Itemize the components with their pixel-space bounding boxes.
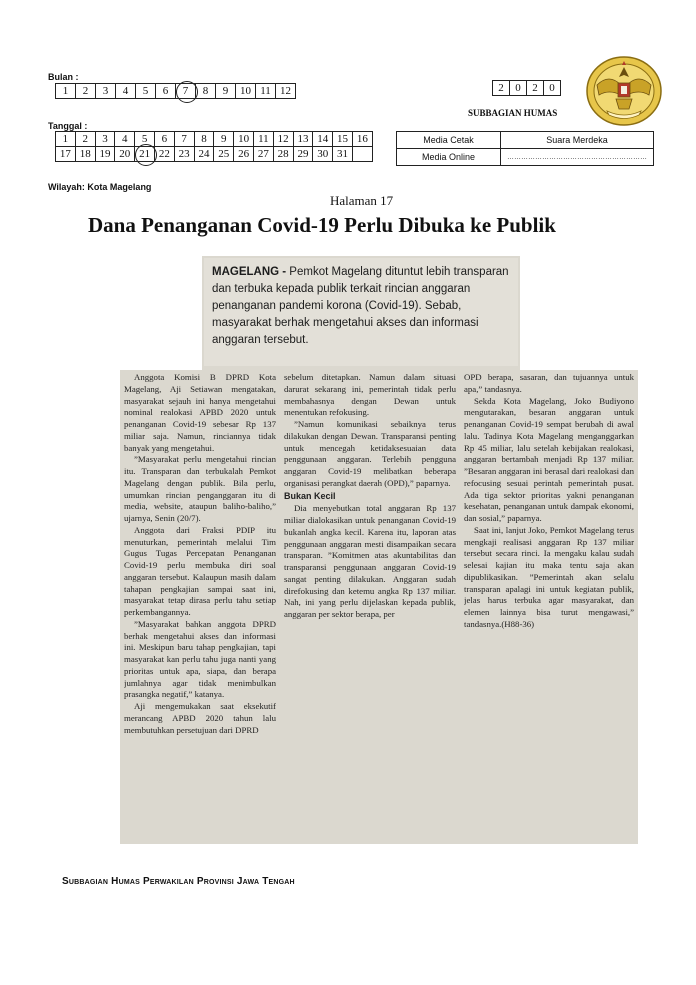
bulan-label: Bulan : <box>48 72 79 82</box>
grid-cell: 12 <box>273 132 293 147</box>
grid-cell: 24 <box>194 147 214 162</box>
selected-cell: 7 <box>176 84 196 99</box>
paragraph: sebelum ditetapkan. Namun dalam situasi darurat sekarang ini, pemerintah tidak perlu membahasnya dengan Dewan untuk menentukan refokusing. <box>284 372 456 418</box>
article-column-3 <box>464 372 634 772</box>
grid-cell: 16 <box>352 132 372 147</box>
article-column-2 <box>284 372 456 832</box>
paragraph: Anggota Komisi B DPRD Kota Magelang, Aji Setiawan mengatakan, masyarakat sejauh ini hanya mengetahui nominal realokasi APBD 2020 untuk penanganan Covid-19 sebesar Rp 137 miliar saja. Namun, rinciannya tidak banyak yang mengetahui. <box>124 372 276 453</box>
grid-cell: 29 <box>293 147 313 162</box>
grid-cell: 7 <box>174 132 194 147</box>
grid-cell: 0 <box>510 81 527 96</box>
grid-cell: 4 <box>115 132 135 147</box>
lead-text: Pemkot Magelang dituntut lebih transparan dan terbuka kepada publik terkait rincian anggaran penanganan pandemi korona (Covid-19). Sebab, masyarakat berhak mengetahui akses dan informasi anggaran tersebut. <box>212 266 509 346</box>
media-online-label: Media Online <box>397 149 501 166</box>
media-row-cetak <box>397 132 654 149</box>
paragraph: Saat ini, lanjut Joko, Pemkot Magelang terus mengkaji realisasi anggaran Rp 137 miliar tersebut secara rinci. Ia mengaku kalau sudah selesai kajian itu maka tentu saja akan dipublikasikan. ”Pemerintah akan selalu transparan apalagi ini untuk kegiatan publik, jelas harus terbuka agar masyarakat, dan elemen lainnya bisa turut mengawasi,” tandasnya.(H88-36) <box>464 524 634 629</box>
grid-cell: 22 <box>154 147 174 162</box>
paragraph: ”Namun komunikasi sebaiknya terus dilakukan dengan Dewan. Transparansi penting untuk mencegah ketidaksesuaian data penggunaan anggaran. Terlebih pengguna anggaran Covid-19 melibatkan beberapa organisasi perangkat daerah (OPD),” paparnya. <box>284 419 456 488</box>
grid-cell: 11 <box>253 132 273 147</box>
grid-cell: 12 <box>276 84 296 99</box>
year-grid <box>492 80 561 96</box>
grid-cell: 19 <box>95 147 115 162</box>
grid-cell: 18 <box>75 147 95 162</box>
date-grid <box>55 131 373 162</box>
media-cetak-label: Media Cetak <box>397 132 501 149</box>
page-number: Halaman 17 <box>330 193 394 208</box>
lead-city: MAGELANG - <box>212 266 287 278</box>
grid-cell: 3 <box>96 84 116 99</box>
grid-cell: 14 <box>313 132 333 147</box>
grid-cell: 11 <box>256 84 276 99</box>
paragraph: Dia menyebutkan total anggaran Rp 137 miliar dialokasikan untuk penanganan Covid-19 bukanlah angka kecil. Karena itu, laporan atas penggunaan anggaran mesti disampaikan secara transparan. ”Komitmen atas akuntabilitas dan transparansi penggunaan anggaran Covid-19 sangat penting dilakukan. Anggaran sudah direfokusing dan ketemu angka Rp 137 miliar. Nah, ini yang perlu dijelaskan kepada publik, anggaran per sektor berapa, per <box>284 503 456 619</box>
org-name: SUBBAGIAN HUMAS <box>468 108 558 118</box>
grid-cell: 25 <box>214 147 234 162</box>
selected-cell: 21 <box>135 147 155 162</box>
footer-text: Subbagian Humas Perwakilan Provinsi Jawa Tengah <box>62 876 295 887</box>
paragraph: ”Masyarakat bahkan anggota DPRD berhak mengetahui akses dan informasi ini. Meskipun baru tahap pengkajian, tapi masyarakat kan perlu tahu juga nanti yang prioritas untuk apa, siapa, dan berapa jumlahnya agar tidak menimbulkan prasangka negatif,” katanya. <box>124 618 276 700</box>
paragraph: ”Masyarakat perlu mengetahui rincian itu. Transparan dan terbukalah Pemkot Magelang dengan publik. Bila perlu, umumkan rincian penganggaran itu di media, website, ataupun baliho-baliho,” ujarnya, Senin (20/7). <box>124 454 276 523</box>
grid-cell: 28 <box>273 147 293 162</box>
grid-cell: 10 <box>234 132 254 147</box>
grid-cell: 8 <box>194 132 214 147</box>
grid-cell: 2 <box>493 81 510 96</box>
grid-cell: 2 <box>527 81 544 96</box>
article-title: Dana Penanganan Covid-19 Perlu Dibuka ke Publik <box>88 213 556 237</box>
grid-cell: 30 <box>313 147 333 162</box>
grid-cell: 2 <box>75 132 95 147</box>
grid-cell: 5 <box>136 84 156 99</box>
paragraph: OPD berapa, sasaran, dan tujuannya untuk apa,” tandasnya. <box>464 372 634 394</box>
article-column-1 <box>124 372 276 840</box>
grid-cell: 1 <box>56 132 76 147</box>
grid-cell: 2 <box>76 84 96 99</box>
grid-cell: 20 <box>115 147 135 162</box>
grid-cell: 8 <box>196 84 216 99</box>
grid-cell: 1 <box>56 84 76 99</box>
grid-cell: 10 <box>236 84 256 99</box>
wilayah-label: Wilayah: Kota Magelang <box>48 182 152 192</box>
media-row-online <box>397 149 654 166</box>
grid-cell: 6 <box>156 84 176 99</box>
grid-cell: 23 <box>174 147 194 162</box>
media-table <box>396 131 654 166</box>
lead-paragraph <box>204 258 518 366</box>
paragraph: Sekda Kota Magelang, Joko Budiyono mengutarakan, besaran anggaran untuk penanganan Covid-19 sempat berubah di awal lalu. Tadinya Kota Magelang menganggarkan Rp 45 miliar, lalu setelah kebijakan realokasi, anggaran bertambah menjadi Rp 137 miliar. ”Besaran anggaran ini berasal dari realokasi dan refocusing sesuai perintah pemerintah pusat. Ada tiga sektor prioritas yakni penanganan kesehatan, penanganan untuk dampak ekonomi, dan sosial,” paparnya. <box>464 395 634 523</box>
grid-cell: 6 <box>154 132 174 147</box>
month-grid <box>55 83 296 99</box>
grid-cell: 31 <box>333 147 353 162</box>
paragraph: Anggota dari Fraksi PDIP itu menuturkan, pemerintah melalui Tim Gugus Tugas Percepatan Penanganan Covid-19 perlu membuka diri soal anggaran tersebut. Kalaupun masih dalam tahapan pengkajian sampai saat ini, masyarakat tetap dirasa perlu tahu setiap perkembangannya. <box>124 524 276 617</box>
garuda-emblem-icon <box>585 55 663 127</box>
subheading: Bukan Kecil <box>284 490 336 501</box>
grid-cell: 5 <box>135 132 155 147</box>
grid-cell: 15 <box>333 132 353 147</box>
clip-notch-left <box>120 256 202 370</box>
paragraph: Aji mengemukakan saat eksekutif merancang APBD 2020 tahun lalu membutuhkan persetujuan dari DPRD <box>124 701 276 735</box>
media-cetak-value: Suara Merdeka <box>501 132 654 149</box>
grid-cell: 4 <box>116 84 136 99</box>
grid-cell: 13 <box>293 132 313 147</box>
grid-cell <box>352 147 372 162</box>
tanggal-label: Tanggal : <box>48 121 88 131</box>
media-online-value: …………………………………………………… <box>501 149 654 166</box>
grid-cell: 9 <box>216 84 236 99</box>
grid-cell: 27 <box>253 147 273 162</box>
grid-cell: 9 <box>214 132 234 147</box>
clip-notch-right <box>520 256 638 370</box>
grid-cell: 26 <box>234 147 254 162</box>
grid-cell: 0 <box>544 81 561 96</box>
grid-cell: 17 <box>56 147 76 162</box>
grid-cell: 3 <box>95 132 115 147</box>
